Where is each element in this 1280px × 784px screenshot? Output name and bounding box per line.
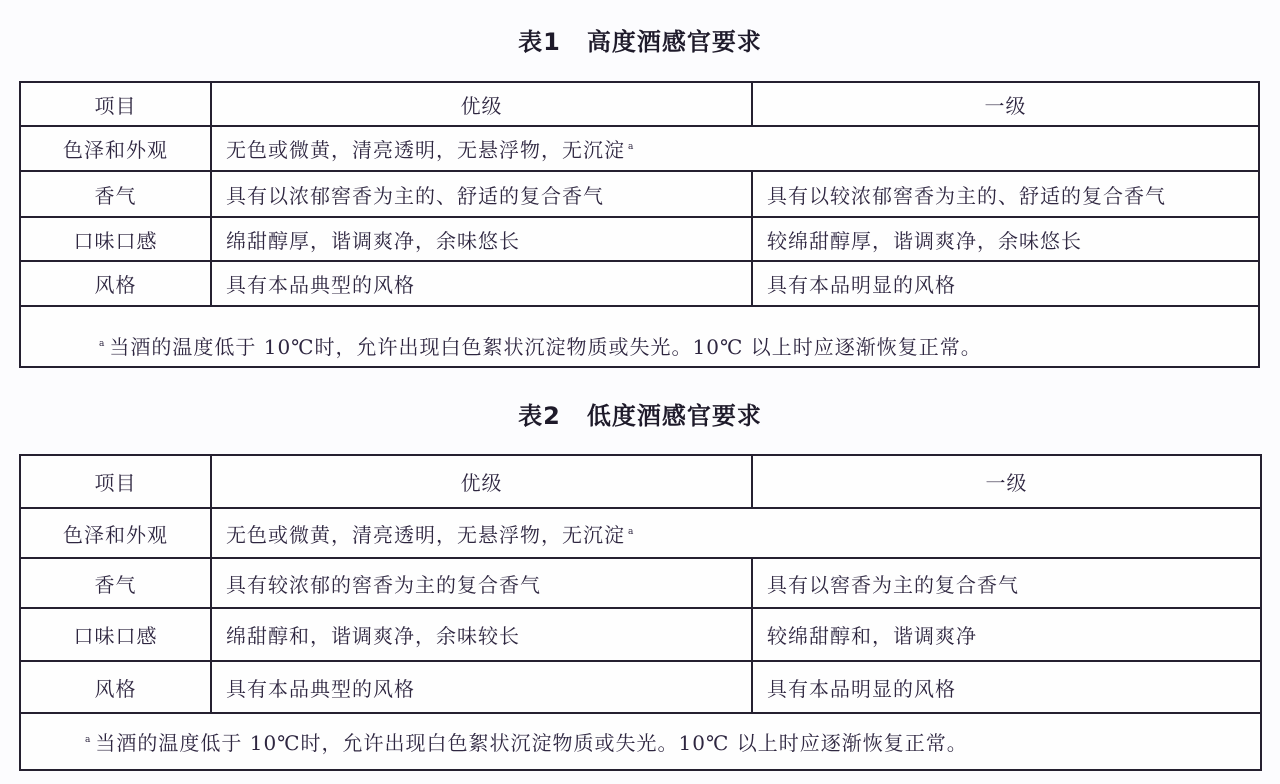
header-item: 项目	[20, 82, 211, 126]
table-header-row	[20, 455, 1261, 508]
table1-caption-title: 高度酒感官要求	[586, 28, 762, 56]
table-row	[20, 508, 1261, 558]
row-item-label: 香气	[20, 558, 211, 608]
row-item-label: 色泽和外观	[20, 126, 211, 171]
row-superior-value: 具有本品典型的风格	[211, 661, 752, 713]
table-footnote-row	[20, 306, 1259, 367]
row-item-label: 口味口感	[20, 217, 211, 261]
row-item-label: 风格	[20, 661, 211, 713]
footnote-mark: a	[85, 735, 92, 745]
row-item-label: 风格	[20, 261, 211, 306]
table-row	[20, 171, 1259, 217]
table2-caption-title: 低度酒感官要求	[586, 402, 762, 430]
table-row	[20, 261, 1259, 306]
header-item: 项目	[20, 455, 211, 508]
row-item-label: 香气	[20, 171, 211, 217]
row-first-value: 具有以窖香为主的复合香气	[752, 558, 1261, 608]
table2-caption-number: 表2	[518, 402, 561, 430]
table1-high-alcohol-sensory	[19, 81, 1260, 368]
header-superior-grade: 优级	[211, 82, 752, 126]
table-row	[20, 661, 1261, 713]
table-footnote-row	[20, 713, 1261, 770]
header-superior-grade: 优级	[211, 455, 752, 508]
row-first-value: 较绵甜醇厚，谐调爽净，余味悠长	[752, 217, 1259, 261]
cell-text: 无色或微黄，清亮透明，无悬浮物，无沉淀	[226, 138, 625, 162]
table-row	[20, 126, 1259, 171]
row-superior-value: 具有本品典型的风格	[211, 261, 752, 306]
footnote-text: 当酒的温度低于 10℃时，允许出现白色絮状沉淀物质或失光。10℃ 以上时应逐渐恢复正常。	[95, 731, 968, 755]
row-first-value: 具有本品明显的风格	[752, 661, 1261, 713]
row-superior-value: 绵甜醇和，谐调爽净，余味较长	[211, 608, 752, 661]
footnote-mark: a	[99, 339, 106, 349]
header-first-grade: 一级	[752, 455, 1261, 508]
row-first-value: 具有本品明显的风格	[752, 261, 1259, 306]
footnote-mark: a	[628, 142, 635, 152]
row-superior-value: 具有较浓郁的窖香为主的复合香气	[211, 558, 752, 608]
row-item-label: 色泽和外观	[20, 508, 211, 558]
footnote-text: 当酒的温度低于 10℃时，允许出现白色絮状沉淀物质或失光。10℃ 以上时应逐渐恢复正常。	[109, 335, 982, 359]
table-header-row	[20, 82, 1259, 126]
table1-caption-number: 表1	[518, 28, 561, 56]
table1-caption	[0, 22, 1280, 57]
footnote	[20, 713, 1261, 770]
table2-caption	[0, 396, 1280, 431]
row-item-label: 口味口感	[20, 608, 211, 661]
row-first-value: 具有以较浓郁窖香为主的、舒适的复合香气	[752, 171, 1259, 217]
table-row	[20, 217, 1259, 261]
cell-text: 无色或微黄，清亮透明，无悬浮物，无沉淀	[226, 522, 625, 547]
table-row	[20, 608, 1261, 661]
footnote-mark: a	[628, 526, 635, 537]
row-merged-value	[211, 508, 1261, 558]
row-superior-value: 绵甜醇厚，谐调爽净，余味悠长	[211, 217, 752, 261]
row-merged-value	[211, 126, 1259, 171]
row-superior-value: 具有以浓郁窖香为主的、舒适的复合香气	[211, 171, 752, 217]
table2-low-alcohol-sensory	[19, 454, 1262, 771]
header-first-grade: 一级	[752, 82, 1259, 126]
table-row	[20, 558, 1261, 608]
row-first-value: 较绵甜醇和，谐调爽净	[752, 608, 1261, 661]
footnote	[20, 306, 1259, 367]
